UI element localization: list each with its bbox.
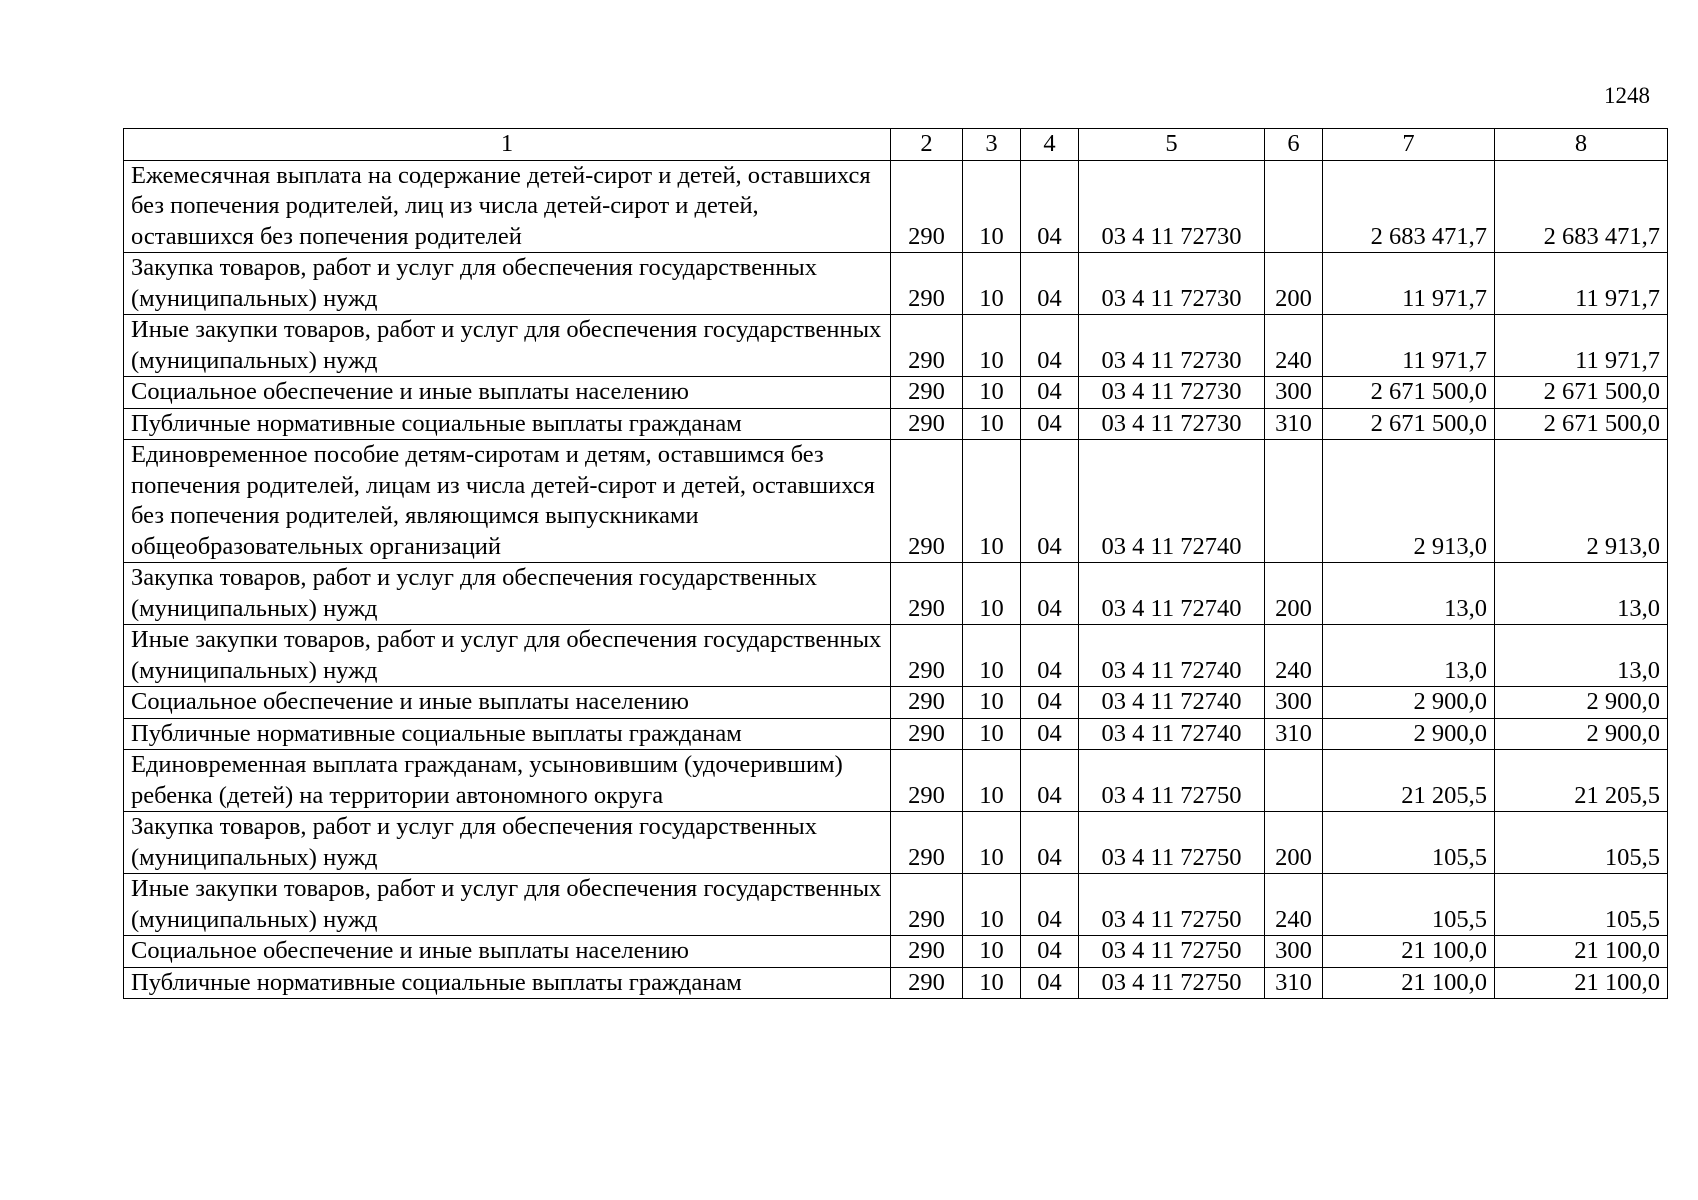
target-article-code-cell: 03 4 11 72730 [1079,253,1265,315]
expense-type-code-cell [1265,440,1323,563]
amount-col-8-cell: 21 100,0 [1495,967,1668,999]
expense-type-code-cell: 200 [1265,563,1323,625]
section-code-cell: 10 [963,408,1021,440]
subsection-code-cell: 04 [1021,936,1079,968]
amount-col-8-cell: 13,0 [1495,563,1668,625]
row-name-cell: Социальное обеспечение и иные выплаты населению [124,687,891,719]
table-row [124,160,1668,253]
table-row [124,440,1668,563]
amount-col-8-cell: 13,0 [1495,625,1668,687]
table-row [124,253,1668,315]
amount-col-7-cell: 13,0 [1323,563,1495,625]
table-row [124,377,1668,409]
amount-col-8-cell: 2 913,0 [1495,440,1668,563]
subsection-code-cell: 04 [1021,408,1079,440]
row-name-cell: Иные закупки товаров, работ и услуг для обеспечения государственных (муниципальных) нужд [124,315,891,377]
row-name-cell: Публичные нормативные социальные выплаты гражданам [124,718,891,750]
target-article-code-cell: 03 4 11 72740 [1079,625,1265,687]
table-row [124,874,1668,936]
admin-code-cell: 290 [891,563,963,625]
amount-col-8-cell: 21 205,5 [1495,750,1668,812]
amount-col-8-cell: 2 900,0 [1495,718,1668,750]
section-code-cell: 10 [963,687,1021,719]
admin-code-cell: 290 [891,408,963,440]
expense-type-code-cell: 200 [1265,253,1323,315]
row-name-cell: Закупка товаров, работ и услуг для обеспечения государственных (муниципальных) нужд [124,563,891,625]
section-code-cell: 10 [963,936,1021,968]
admin-code-cell: 290 [891,874,963,936]
row-name-cell: Закупка товаров, работ и услуг для обеспечения государственных (муниципальных) нужд [124,253,891,315]
expense-type-code-cell: 240 [1265,625,1323,687]
target-article-code-cell: 03 4 11 72750 [1079,967,1265,999]
expense-type-code-cell: 300 [1265,377,1323,409]
subsection-code-cell: 04 [1021,377,1079,409]
expense-type-code-cell: 310 [1265,408,1323,440]
amount-col-7-cell: 21 100,0 [1323,967,1495,999]
expense-type-code-cell: 310 [1265,967,1323,999]
admin-code-cell: 290 [891,936,963,968]
subsection-code-cell: 04 [1021,440,1079,563]
table-row [124,687,1668,719]
target-article-code-cell: 03 4 11 72740 [1079,440,1265,563]
expense-type-code-cell [1265,160,1323,253]
target-article-code-cell: 03 4 11 72740 [1079,718,1265,750]
row-name-cell: Единовременное пособие детям-сиротам и детям, оставшимся без попечения родителей, лицам из числа детей-сирот и детей, оставшихся без попечения родителей, являющимся выпускниками общеобразовательных организаций [124,440,891,563]
row-name-cell: Публичные нормативные социальные выплаты гражданам [124,967,891,999]
row-name-cell: Иные закупки товаров, работ и услуг для обеспечения государственных (муниципальных) нужд [124,874,891,936]
column-header-3: 3 [963,129,1021,161]
table-row [124,718,1668,750]
section-code-cell: 10 [963,750,1021,812]
admin-code-cell: 290 [891,377,963,409]
table-row [124,625,1668,687]
section-code-cell: 10 [963,625,1021,687]
target-article-code-cell: 03 4 11 72740 [1079,687,1265,719]
admin-code-cell: 290 [891,315,963,377]
target-article-code-cell: 03 4 11 72730 [1079,377,1265,409]
table-row [124,936,1668,968]
target-article-code-cell: 03 4 11 72750 [1079,936,1265,968]
amount-col-7-cell: 21 100,0 [1323,936,1495,968]
target-article-code-cell: 03 4 11 72730 [1079,315,1265,377]
target-article-code-cell: 03 4 11 72750 [1079,750,1265,812]
target-article-code-cell: 03 4 11 72730 [1079,160,1265,253]
table-row [124,812,1668,874]
amount-col-8-cell: 105,5 [1495,874,1668,936]
column-header-4: 4 [1021,129,1079,161]
expense-type-code-cell: 300 [1265,687,1323,719]
admin-code-cell: 290 [891,750,963,812]
section-code-cell: 10 [963,967,1021,999]
admin-code-cell: 290 [891,687,963,719]
amount-col-7-cell: 2 671 500,0 [1323,377,1495,409]
amount-col-7-cell: 2 913,0 [1323,440,1495,563]
row-name-cell: Публичные нормативные социальные выплаты гражданам [124,408,891,440]
table-body [124,160,1668,999]
subsection-code-cell: 04 [1021,718,1079,750]
admin-code-cell: 290 [891,440,963,563]
expense-type-code-cell: 310 [1265,718,1323,750]
section-code-cell: 10 [963,377,1021,409]
amount-col-8-cell: 11 971,7 [1495,253,1668,315]
amount-col-8-cell: 2 683 471,7 [1495,160,1668,253]
amount-col-8-cell: 11 971,7 [1495,315,1668,377]
row-name-cell: Иные закупки товаров, работ и услуг для обеспечения государственных (муниципальных) нужд [124,625,891,687]
subsection-code-cell: 04 [1021,687,1079,719]
amount-col-8-cell: 2 671 500,0 [1495,408,1668,440]
subsection-code-cell: 04 [1021,625,1079,687]
amount-col-7-cell: 21 205,5 [1323,750,1495,812]
section-code-cell: 10 [963,874,1021,936]
table-row [124,750,1668,812]
amount-col-7-cell: 2 900,0 [1323,718,1495,750]
page-number: 1248 [1604,83,1650,108]
admin-code-cell: 290 [891,812,963,874]
amount-col-8-cell: 105,5 [1495,812,1668,874]
amount-col-7-cell: 2 683 471,7 [1323,160,1495,253]
section-code-cell: 10 [963,160,1021,253]
table-row [124,408,1668,440]
expense-type-code-cell: 200 [1265,812,1323,874]
amount-col-8-cell: 21 100,0 [1495,936,1668,968]
section-code-cell: 10 [963,718,1021,750]
expense-type-code-cell: 240 [1265,315,1323,377]
subsection-code-cell: 04 [1021,315,1079,377]
amount-col-8-cell: 2 671 500,0 [1495,377,1668,409]
target-article-code-cell: 03 4 11 72740 [1079,563,1265,625]
column-header-7: 7 [1323,129,1495,161]
subsection-code-cell: 04 [1021,812,1079,874]
target-article-code-cell: 03 4 11 72750 [1079,812,1265,874]
section-code-cell: 10 [963,812,1021,874]
row-name-cell: Единовременная выплата гражданам, усыновившим (удочерившим) ребенка (детей) на территории автономного округа [124,750,891,812]
amount-col-7-cell: 11 971,7 [1323,315,1495,377]
budget-table [123,128,1668,999]
row-name-cell: Закупка товаров, работ и услуг для обеспечения государственных (муниципальных) нужд [124,812,891,874]
subsection-code-cell: 04 [1021,563,1079,625]
section-code-cell: 10 [963,440,1021,563]
section-code-cell: 10 [963,563,1021,625]
target-article-code-cell: 03 4 11 72730 [1079,408,1265,440]
expense-type-code-cell: 300 [1265,936,1323,968]
row-name-cell: Социальное обеспечение и иные выплаты населению [124,377,891,409]
amount-col-8-cell: 2 900,0 [1495,687,1668,719]
subsection-code-cell: 04 [1021,160,1079,253]
admin-code-cell: 290 [891,253,963,315]
column-header-2: 2 [891,129,963,161]
subsection-code-cell: 04 [1021,253,1079,315]
column-header-8: 8 [1495,129,1668,161]
subsection-code-cell: 04 [1021,750,1079,812]
row-name-cell: Ежемесячная выплата на содержание детей-сирот и детей, оставшихся без попечения родителей, лиц из числа детей-сирот и детей, оставшихся без попечения родителей [124,160,891,253]
section-code-cell: 10 [963,253,1021,315]
expense-type-code-cell [1265,750,1323,812]
column-header-6: 6 [1265,129,1323,161]
amount-col-7-cell: 105,5 [1323,812,1495,874]
table-row [124,967,1668,999]
admin-code-cell: 290 [891,160,963,253]
amount-col-7-cell: 2 900,0 [1323,687,1495,719]
column-header-1: 1 [124,129,891,161]
expense-type-code-cell: 240 [1265,874,1323,936]
amount-col-7-cell: 13,0 [1323,625,1495,687]
target-article-code-cell: 03 4 11 72750 [1079,874,1265,936]
admin-code-cell: 290 [891,718,963,750]
amount-col-7-cell: 2 671 500,0 [1323,408,1495,440]
admin-code-cell: 290 [891,967,963,999]
table-header [124,129,1668,161]
table-row [124,315,1668,377]
header-row [124,129,1668,161]
amount-col-7-cell: 105,5 [1323,874,1495,936]
subsection-code-cell: 04 [1021,967,1079,999]
section-code-cell: 10 [963,315,1021,377]
column-header-5: 5 [1079,129,1265,161]
row-name-cell: Социальное обеспечение и иные выплаты населению [124,936,891,968]
table-row [124,563,1668,625]
subsection-code-cell: 04 [1021,874,1079,936]
admin-code-cell: 290 [891,625,963,687]
amount-col-7-cell: 11 971,7 [1323,253,1495,315]
